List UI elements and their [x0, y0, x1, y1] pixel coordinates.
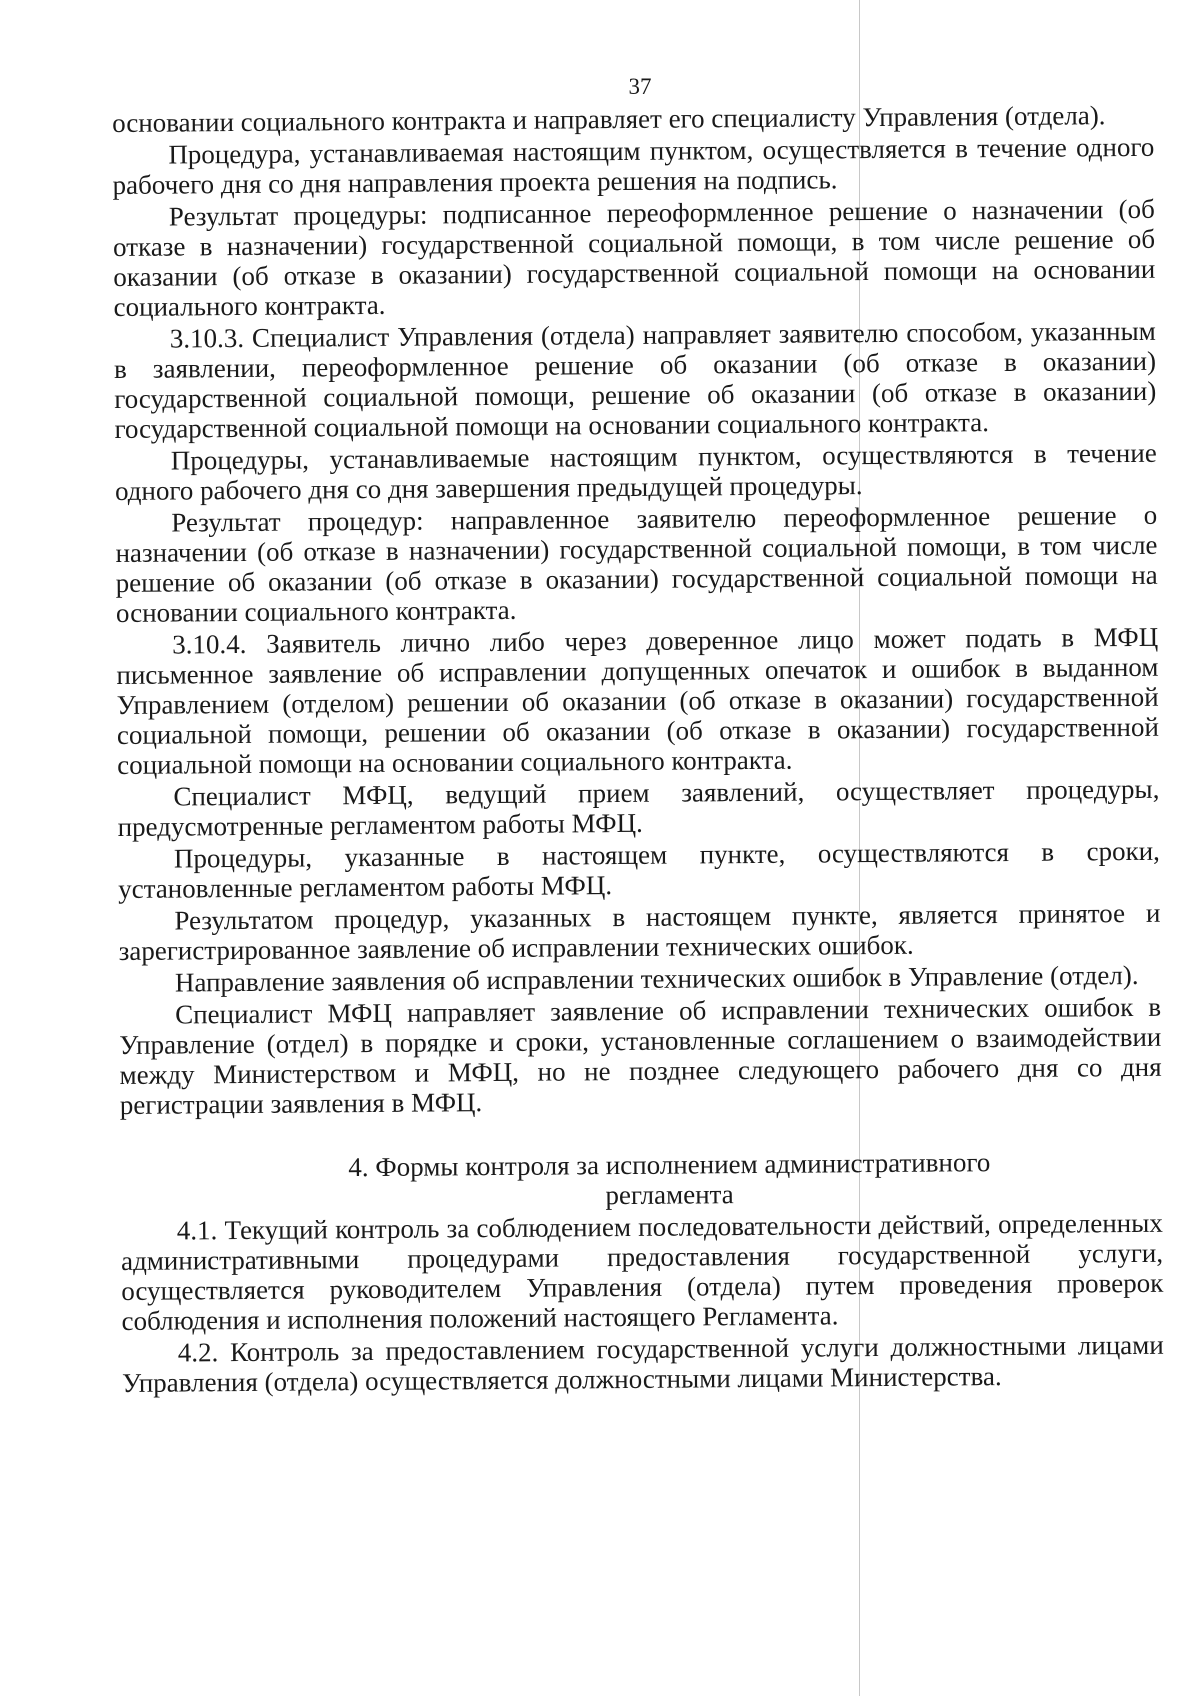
page-number: 37: [628, 74, 652, 99]
paragraph-2: Процедура, устанавливаемая настоящим пунктом, осуществляется в течение одного рабочего дня со дня направления проекта решения на подпись.: [112, 131, 1155, 200]
paragraph-3: Результат процедуры: подписанное переоформленное решение о назначении (об отказе в назначении) государственной социальной помощи, в том числе решение об оказании (об отказе в оказании) государственной социальной помощи на основании социального контракта.: [112, 193, 1156, 322]
paragraph-10: Результатом процедур, указанных в настоящем пункте, является принятое и зарегистрированное заявление об исправлении технических ошибок.: [118, 897, 1161, 966]
paragraph-3-10-3: 3.10.3. Специалист Управления (отдела) направляет заявителю способом, указанным в заявлении, переоформленное решение об оказании (об отказе в оказании) государственной социальной помощи, решение об оказании (об отказе в оказании) государственной социальной помощи на основании социального контракта.: [113, 315, 1157, 444]
paragraph-5: Процедуры, устанавливаемые настоящим пунктом, осуществляются в течение одного рабочего дня со дня завершения предыдущей процедуры.: [114, 437, 1157, 506]
paragraph-8: Специалист МФЦ, ведущий прием заявлений, осуществляет процедуры, предусмотренные регламентом работы МФЦ.: [117, 773, 1160, 842]
paragraph-11: Направление заявления об исправлении технических ошибок в Управление (отдел).: [174, 959, 1139, 998]
document-body: [112, 100, 1164, 1398]
section-heading-line-2: регламента: [605, 1179, 734, 1211]
paragraph-4-2: 4.2. Контроль за предоставлением государственной услуги должностными лицами Управления (отдела) осуществляется должностными лицами Министерства.: [121, 1329, 1164, 1398]
paragraph-3-10-4: 3.10.4. Заявитель лично либо через доверенное лицо может подать в МФЦ письменное заявление об исправлении допущенных опечаток и ошибок в выданном Управлением (отделом) решении об оказании (об отказе в оказании) государственной социальной помощи, решении об оказании (об отказе в оказании) государственной социальной помощи на основании социального контракта.: [116, 621, 1160, 780]
paragraph-12: Специалист МФЦ направляет заявление об исправлении технических ошибок в Управление (отдел) в порядке и сроки, установленные соглашением о взаимодействии между Министерством и МФЦ, но не позднее следующего рабочего дня со дня регистрации заявления в МФЦ.: [119, 991, 1162, 1120]
paragraph-4-1: 4.1. Текущий контроль за соблюдением последовательности действий, определенных административными процедурами предоставления государственной услуги, осуществляется руководителем Управления (отдела) путем проведения проверок соблюдения и исполнения положений настоящего Регламента.: [120, 1207, 1164, 1336]
paragraph-6: Результат процедур: направленное заявителю переоформленное решение о назначении (об отказе в назначении) государственной социальной помощи, в том числе решение об оказании (об отказе в оказании) государственной социальной помощи на основании социального контракта.: [115, 499, 1158, 628]
section-heading-line-1: 4. Формы контроля за исполнением административного: [348, 1147, 991, 1183]
paragraph-1: основании социального контракта и направляет его специалисту Управления (отдела).: [112, 100, 1106, 138]
section-heading: [120, 1146, 1162, 1214]
paragraph-9: Процедуры, указанные в настоящем пункте, осуществляются в сроки, установленные регламентом работы МФЦ.: [118, 835, 1160, 904]
